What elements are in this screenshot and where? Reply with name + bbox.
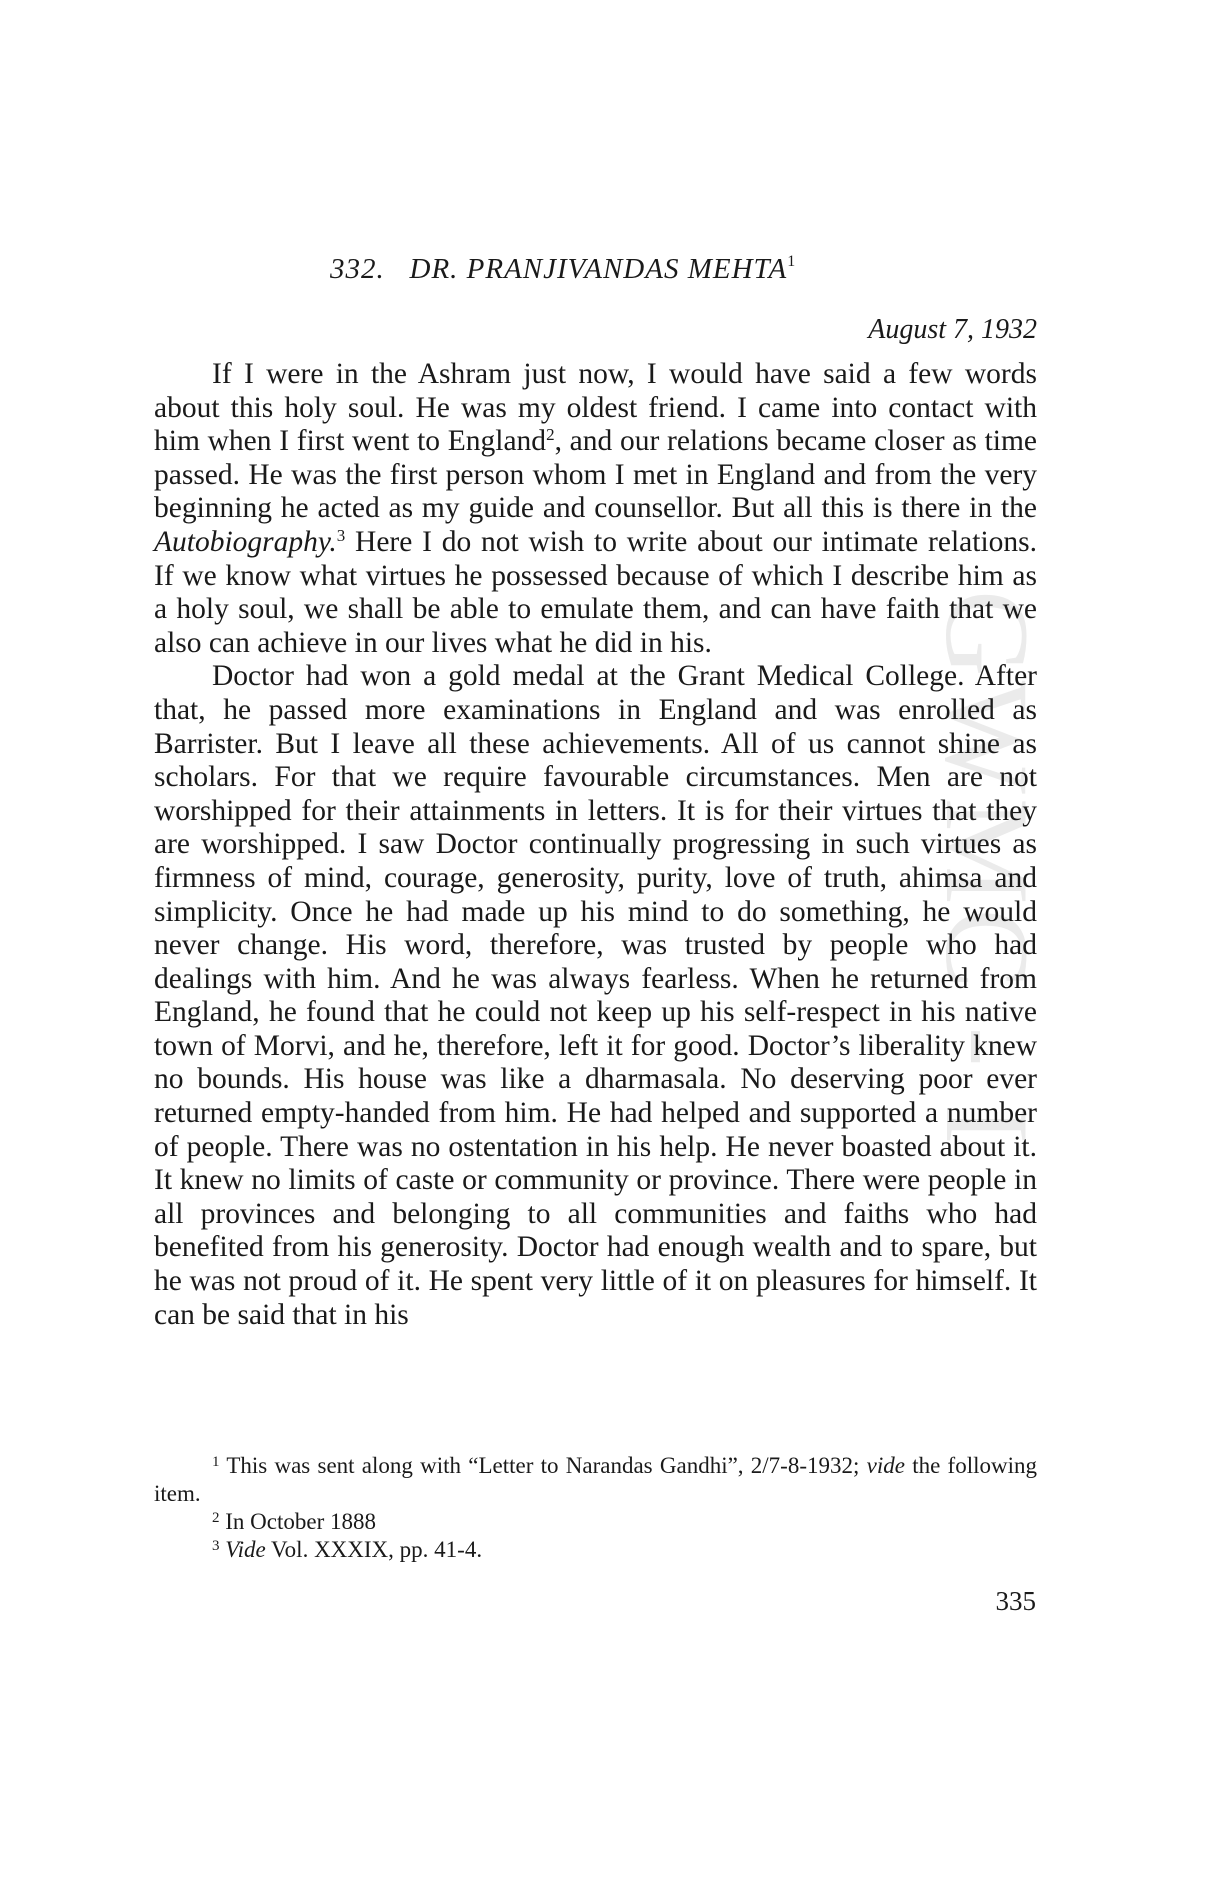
paragraph-2: Doctor had won a gold medal at the Grant Medical College. After that, he passed more examinations in England and was enrolled as Barrister. But I leave all these achievements. All of us cannot shine as scholars. For that we require favourable circumstances. Men are not worshipped for their attainments in letters. It is for their virtues that they are worshipped. I saw Doctor continually progressing in such virtues as firmness of mind, courage, generosity, purity, love of truth, ahimsa and simplicity. Once he had made up his mind to do something, he would never change. His word, therefore, was trusted by people who had dealings with him. And he was always fearless. When he returned from England, he found that he could not keep up his self-respect in his native town of Morvi, and he, therefore, left it for good. Doctor’s liberality knew no bounds. His house was like a dharmasala. No deserving poor ever returned empty-handed from him. He had helped and supported a number of people. There was no ostentation in his help. He never boasted about it. It knew no limits of caste or community or province. There were people in all provinces and belonging to all communities and faiths who had benefited from his generosity. Doctor had enough wealth and to spare, but he was not proud of it. He spent very little of it on pleasures for himself. It can be said that in his <box>154 660 1037 1331</box>
page-number: 335 <box>995 1586 1036 1616</box>
section-heading <box>330 253 796 286</box>
paragraph-1: If I were in the Ashram just now, I would have said a few words about this holy soul. He was my oldest friend. I came into contact with him when I first went to England$^2$, and our relations became closer as time passed. He was the first person whom I met in England and from the very beginning he acted as my guide and counsellor. But all this is there in the Autobiography.$^3$ Here I do not wish to write about our intimate relations. If we know what virtues he possessed because of which I describe him as a holy soul, we shall be able to emulate them, and can have faith that we also can achieve in our lives what he did in his. <box>154 358 1037 659</box>
footnote-1: $^1$ This was sent along with “Letter to Narandas Gandhi”, 2/7-8-1932; vide the following item. <box>154 1453 1037 1506</box>
footnote-ref-3: 3 <box>336 525 346 545</box>
footnotes <box>154 1452 1037 1564</box>
section-number: 332. <box>330 253 385 285</box>
autobiography-title: Autobiography. <box>154 525 337 558</box>
footnote-2: $^2$ In October 1888 <box>212 1509 376 1534</box>
section-title: DR. PRANJIVANDAS MEHTA <box>409 253 788 285</box>
footnote-ref-1: 1 <box>787 253 797 270</box>
letter-date: August 7, 1932 <box>868 314 1037 345</box>
watermark: GWMC - I <box>921 590 1054 1149</box>
footnote-3: $^3$ Vide Vol. XXXIX, pp. 41-4. <box>212 1537 483 1562</box>
footnote-ref-2: 2 <box>546 425 555 445</box>
body-text <box>154 358 1037 1332</box>
